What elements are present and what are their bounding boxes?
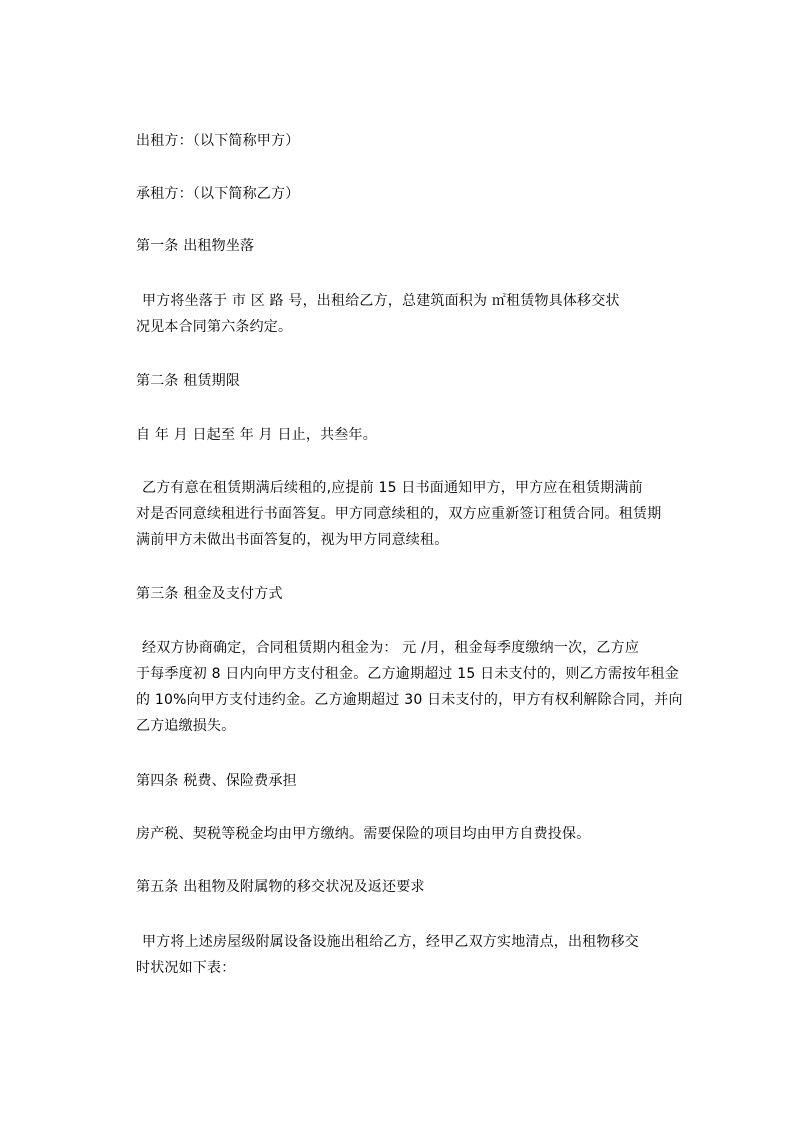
article1-line-2: 况见本合同第六条约定。 bbox=[136, 319, 293, 335]
article2-paragraph bbox=[136, 478, 711, 556]
article2-line-1: 乙方有意在租赁期满后续租的,应提前 15 日书面通知甲方，甲方应在租赁期满前 bbox=[142, 480, 643, 496]
article2-line-2: 对是否同意续租进行书面答复。甲方同意续租的，双方应重新签订租赁合同。租赁期 bbox=[136, 506, 662, 522]
article3-paragraph bbox=[136, 638, 711, 742]
article1-line-1: 甲方将坐落于 市 区 路 号，出租给乙方，总建筑面积为 ㎡租赁物具体移交状 bbox=[142, 293, 620, 309]
article5-line-1: 甲方将上述房屋级附属设备设施出租给乙方，经甲乙双方实地清点，出租物移交 bbox=[142, 934, 639, 950]
article2-heading: 第二条 租赁期限 bbox=[136, 373, 241, 389]
article3-line-1: 经双方协商确定，合同租赁期内租金为： 元 /月，租金每季度缴纳一次，乙方应 bbox=[142, 640, 640, 656]
article5-line-2: 时状况如下表： bbox=[136, 960, 236, 976]
article4-text: 房产税、契税等税金均由甲方缴纳。需要保险的项目均由甲方自费投保。 bbox=[136, 826, 591, 842]
article2-term: 自 年 月 日起至 年 月 日止，共叁年。 bbox=[136, 427, 377, 443]
article3-line-3: 的 10%向甲方支付违约金。乙方逾期超过 30 日未支付的，甲方有权利解除合同，并向 bbox=[136, 692, 683, 708]
lessee-line: 承租方：（以下简称乙方） bbox=[136, 186, 300, 202]
article1-paragraph bbox=[136, 291, 711, 343]
lessor-line: 出租方：（以下简称甲方） bbox=[136, 133, 300, 149]
article5-heading: 第五条 出租物及附属物的移交状况及返还要求 bbox=[136, 879, 425, 895]
article5-paragraph bbox=[136, 932, 711, 984]
article1-heading: 第一条 出租物坐落 bbox=[136, 238, 255, 254]
article3-heading: 第三条 租金及支付方式 bbox=[136, 586, 283, 602]
article3-line-2: 于每季度初 8 日内向甲方支付租金。乙方逾期超过 15 日未支付的，则乙方需按年租金 bbox=[136, 666, 679, 682]
article2-line-3: 满前甲方未做出书面答复的，视为甲方同意续租。 bbox=[136, 532, 449, 548]
article4-heading: 第四条 税费、保险费承担 bbox=[136, 773, 297, 789]
article3-line-4: 乙方追缴损失。 bbox=[136, 718, 236, 734]
